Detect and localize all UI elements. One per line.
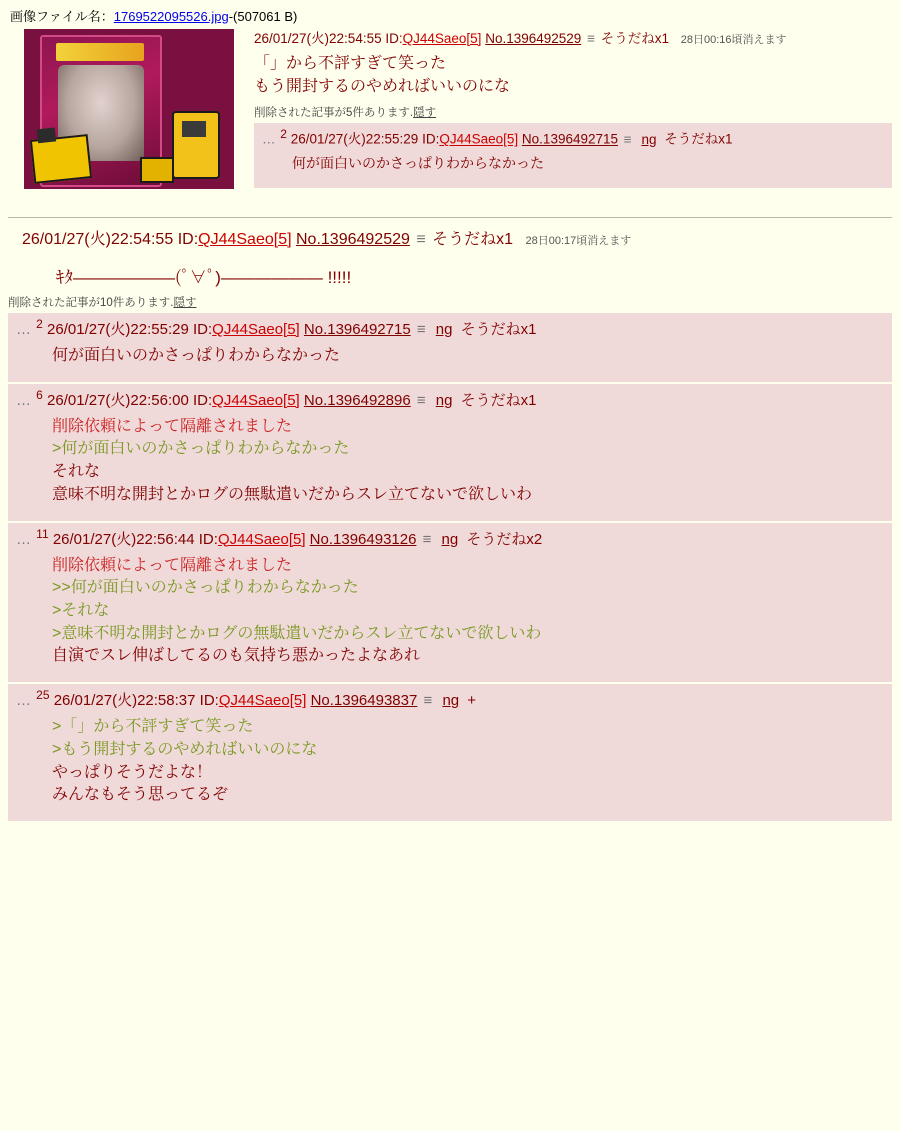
post-date: 26/01/27(火)22:55:29	[47, 321, 189, 338]
post-id-label: ID:	[385, 31, 403, 46]
reply-body	[52, 555, 884, 669]
deleted-notice-top	[254, 104, 892, 120]
reply-index: 11	[36, 526, 49, 541]
reply-index: 2	[280, 127, 287, 142]
post-number[interactable]: No.1396492715	[303, 321, 411, 338]
deleted-notice-main	[8, 294, 892, 310]
post-id-value[interactable]: QJ44Saeo[5]	[402, 31, 482, 46]
deleted-notice-text: 削除された記事が10件あります.	[8, 297, 174, 309]
post-body-line: >それな	[52, 602, 110, 620]
file-size: -(507061 B)	[228, 9, 298, 24]
file-name-link[interactable]: 1769522095526.jpg	[113, 9, 229, 24]
post-date: 26/01/27(火)22:54:55	[22, 231, 174, 248]
post-id-value[interactable]: QJ44Saeo[5]	[217, 530, 306, 548]
reply-header	[262, 127, 884, 148]
post-body-line: >何が面白いのかさっぱりわからなかった	[52, 440, 350, 458]
thumbnail-logo	[56, 43, 144, 61]
dots-icon[interactable]: …	[16, 530, 32, 548]
ng-button[interactable]: ng	[641, 131, 657, 147]
reply-index: 25	[36, 688, 50, 703]
ng-button[interactable]: ng	[435, 321, 453, 338]
top-reply-zone	[254, 123, 892, 187]
reply-block	[254, 123, 892, 187]
dots-icon[interactable]: …	[16, 692, 32, 710]
reply-block	[8, 523, 892, 683]
ascii-art: ｷﾀ――――――(ﾟ∀ﾟ)―――――― !!!!!	[56, 268, 352, 287]
image-file-line	[10, 6, 892, 25]
top-post-body	[254, 53, 892, 98]
thumbnail-figure-right	[172, 111, 220, 179]
main-post-header	[22, 226, 892, 249]
post-body-line: >もう開封するのやめればいいのにな	[52, 740, 318, 758]
menu-icon[interactable]: ≡	[416, 391, 426, 409]
post-body-line: >「」から不評すぎて笑った	[52, 718, 254, 736]
post-number[interactable]: No.1396493126	[309, 530, 417, 548]
reply-body: 何が面白いのかさっぱりわからなかった	[292, 154, 544, 171]
post-body-line: みんなもそう思ってるぞ	[52, 786, 229, 804]
post-body-line: >>何が面白いのかさっぱりわからなかった	[52, 579, 359, 597]
reply-header	[16, 527, 884, 549]
menu-icon[interactable]: ≡	[422, 530, 432, 548]
post-date: 26/01/27(火)22:55:29	[290, 131, 419, 147]
post-number[interactable]: No.1396493837	[310, 692, 418, 710]
expire-notice: 28日00:16頃消えます	[680, 34, 787, 46]
deleted-notice-toggle[interactable]: 隠す	[413, 107, 437, 120]
soudane-count[interactable]: そうだねx1	[432, 231, 514, 248]
post-id-value[interactable]: QJ44Saeo[5]	[218, 692, 307, 710]
menu-icon[interactable]: ≡	[416, 321, 426, 338]
post-body-line: 自演でスレ伸ばしてるのも気持ち悪かったよなあれ	[52, 647, 421, 665]
reply-index: 6	[36, 387, 43, 402]
reply-header	[16, 317, 884, 339]
post-date: 26/01/27(火)22:56:00	[47, 391, 189, 409]
post-body-line: もう開封するのやめればいいのにな	[254, 77, 511, 95]
post-id-value[interactable]: QJ44Saeo[5]	[212, 321, 300, 338]
post-body-line: それな	[52, 463, 101, 481]
dots-icon[interactable]: …	[262, 131, 277, 147]
post-date: 26/01/27(火)22:56:44	[52, 530, 195, 548]
post-id-value[interactable]: QJ44Saeo[5]	[439, 131, 519, 147]
dots-icon[interactable]: …	[16, 391, 32, 409]
post-body-line: やっぱりそうだよな！	[52, 763, 213, 781]
reply-header	[16, 388, 884, 410]
menu-icon[interactable]: ≡	[623, 131, 632, 147]
post-body-line: 削除依頼によって隔離されました	[52, 417, 293, 435]
ng-button[interactable]: ng	[435, 391, 453, 409]
post-body-line: 削除依頼によって隔離されました	[52, 556, 293, 574]
soudane-count[interactable]: そうだねx1	[460, 391, 537, 409]
post-date: 26/01/27(火)22:58:37	[53, 692, 196, 710]
reply-index: 2	[36, 317, 43, 331]
reply-body	[52, 416, 884, 507]
post-body-line: >意味不明な開封とかログの無駄遣いだからスレ立てないで欲しいわ	[52, 624, 542, 642]
reply-list	[8, 313, 892, 821]
reply-block	[8, 313, 892, 382]
soudane-count[interactable]: そうだねx2	[466, 530, 543, 548]
soudane-count[interactable]: そうだねx1	[460, 321, 537, 338]
top-post	[8, 27, 892, 207]
thumbnail-figure-mid	[140, 157, 174, 183]
top-post-header	[254, 27, 892, 47]
soudane-count[interactable]: そうだねx1	[600, 31, 669, 46]
soudane-count[interactable]: +	[467, 692, 477, 710]
reply-block	[8, 684, 892, 821]
post-body-line: 「」から不評すぎて笑った	[254, 55, 447, 72]
deleted-notice-toggle[interactable]: 隠す	[173, 297, 197, 309]
expire-notice: 28日00:17頃消えます	[525, 235, 632, 247]
post-id-label: ID:	[198, 530, 218, 548]
menu-icon[interactable]: ≡	[587, 31, 595, 46]
reply-body	[52, 716, 884, 807]
post-id-label: ID:	[199, 692, 219, 710]
reply-body	[52, 345, 884, 368]
dots-icon[interactable]: …	[16, 321, 32, 338]
post-number[interactable]: No.1396492896	[303, 391, 411, 409]
post-thumbnail[interactable]	[24, 29, 234, 189]
section-divider	[8, 217, 892, 218]
post-date: 26/01/27(火)22:54:55	[254, 31, 382, 46]
post-number[interactable]: No.1396492529	[485, 31, 582, 46]
reply-header	[16, 688, 884, 710]
post-id-label: ID:	[192, 391, 213, 409]
post-id-value[interactable]: QJ44Saeo[5]	[212, 391, 300, 409]
post-body-line: 何が面白いのかさっぱりわからなかった	[52, 347, 341, 364]
post-number[interactable]: No.1396492529	[296, 231, 410, 248]
post-id-label: ID:	[177, 231, 199, 248]
menu-icon[interactable]: ≡	[416, 231, 426, 248]
soudane-count[interactable]: そうだねx1	[664, 131, 733, 147]
post-id-label: ID:	[192, 321, 213, 338]
main-post	[8, 226, 892, 310]
post-id-label: ID:	[422, 131, 440, 147]
post-id-value[interactable]: QJ44Saeo[5]	[198, 231, 292, 248]
reply-block	[8, 384, 892, 521]
post-body-line: 意味不明な開封とかログの無駄遣いだからスレ立てないで欲しいわ	[52, 485, 533, 503]
post-number[interactable]: No.1396492715	[521, 131, 619, 147]
ng-button[interactable]: ng	[442, 692, 460, 710]
thumbnail-figure-left	[30, 134, 92, 184]
file-label: 画像ファイル名：	[10, 9, 114, 24]
menu-icon[interactable]: ≡	[423, 692, 433, 710]
ng-button[interactable]: ng	[441, 530, 459, 548]
deleted-notice-text: 削除された記事が5件あります.	[254, 107, 414, 120]
